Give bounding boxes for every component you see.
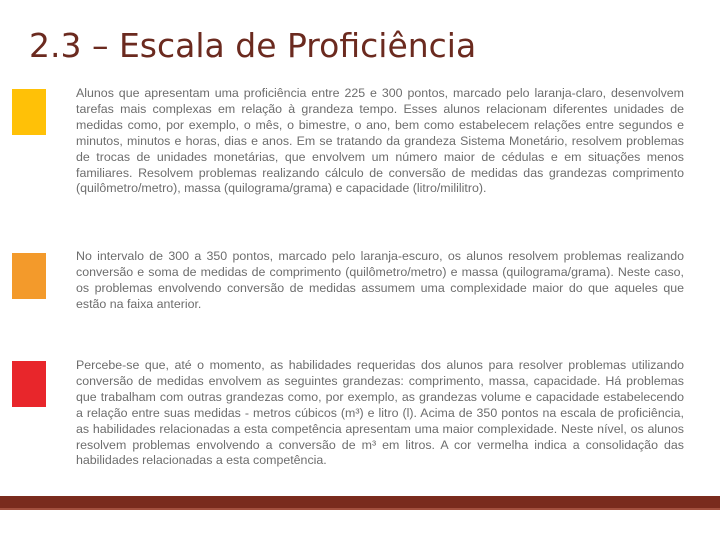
level-2-description: No intervalo de 300 a 350 pontos, marcado pelo laranja-escuro, os alunos resolvem problemas realizando conversão e soma de medidas de comprimento (quilômetro/metro) e massa (quilograma/grama). Neste caso, os problemas envolvendo conversão de medidas assumem uma complexidade maior do que aqueles que estão na faixa anterior. [76, 249, 684, 311]
footer-bar-accent [0, 508, 720, 510]
footer-bar [0, 496, 720, 508]
slide-title: 2.3 – Escala de Proficiência [29, 26, 477, 65]
light-orange-level-swatch [12, 89, 46, 135]
red-level-swatch [12, 361, 46, 407]
level-1-description: Alunos que apresentam uma proficiência entre 225 e 300 pontos, marcado pelo laranja-claro, desenvolvem tarefas mais complexas em relação à grandeza tempo. Esses alunos relacionam diferentes unidades de medidas como, por exemplo, o mês, o bimestre, o ano, bem como estabelecem relações entre segundos e minutos, minutos e horas, dias e anos. Em se tratando da grandeza Sistema Monetário, resolvem problemas de trocas de unidades monetárias, que envolvem um número maior de cédulas e em situações menos familiares. Resolvem problemas realizando cálculo de conversão de medidas das grandezas comprimento (quilômetro/metro), massa (quilograma/grama) e capacidade (litro/mililitro). [76, 86, 684, 196]
level-3-description: Percebe-se que, até o momento, as habilidades requeridas dos alunos para resolver problemas utilizando conversão de medidas envolvem as seguintes grandezas: comprimento, massa, capacidade. Há problemas que trabalham com outras grandezas como, por exemplo, as grandezas volume e capacidade estabelecendo a relação entre suas medidas - metros cúbicos (m³) e litro (l). Acima de 350 pontos na escala de proficiência, as habilidades relacionadas a esta competência apresentam uma maior complexidade. Neste nível, os alunos resolvem problemas envolvendo a conversão de m³ em litros. A cor vermelha indica a consolidação das habilidades relacionadas a esta competência. [76, 358, 684, 468]
dark-orange-level-swatch [12, 253, 46, 299]
